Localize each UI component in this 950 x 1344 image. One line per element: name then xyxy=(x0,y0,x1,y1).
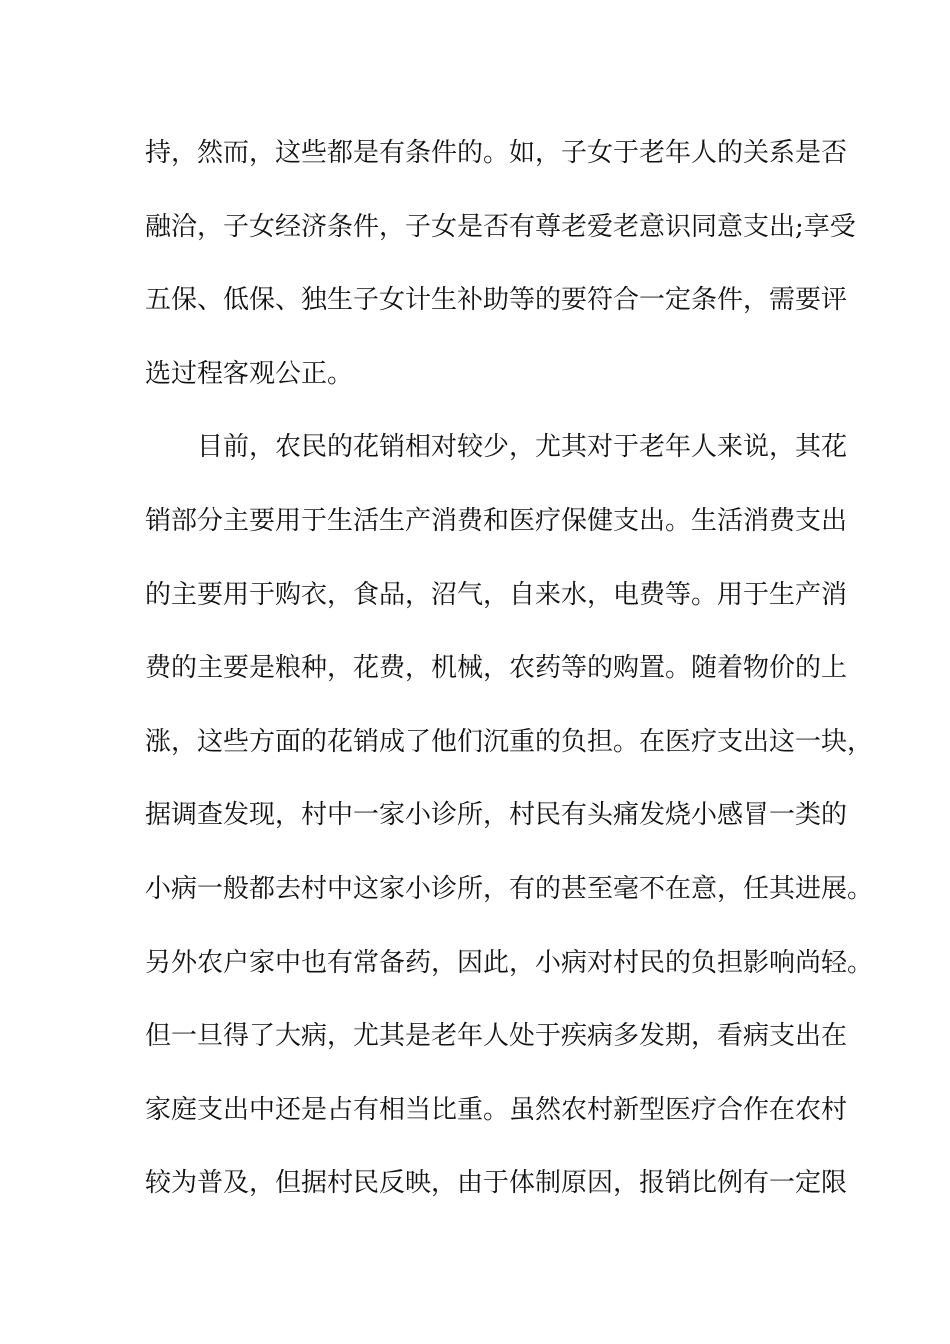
text-line: 持，然而，这些都是有条件的。如，子女于老年人的关系是否 xyxy=(145,138,848,168)
body-text xyxy=(145,126,874,1230)
text-line: 费的主要是粮种，花费，机械，农药等的购置。随着物价的上 xyxy=(145,653,848,684)
text-line: 五保、低保、独生子女计生补助等的要符合一定条件，需要评 xyxy=(145,285,848,316)
text-line: 销部分主要用于生活生产消费和医疗保健支出。生活消费支出 xyxy=(145,505,848,536)
paragraph-2 xyxy=(145,420,874,1230)
text-line: 据调查发现，村中一家小诊所，村民有头痛发烧小感冒一类的 xyxy=(145,800,848,831)
paragraph-1 xyxy=(145,126,856,420)
text-line: 融洽，子女经济条件，子女是否有尊老爱老意识同意支出;享受 xyxy=(145,211,856,242)
text-line: 较为普及，但据村民反映，由于体制原因，报销比例有一定限 xyxy=(145,1168,848,1199)
text-line: 另外农户家中也有常备药，因此，小病对村民的负担影响尚轻。 xyxy=(145,947,874,978)
text-line: 家庭支出中还是占有相当比重。虽然农村新型医疗合作在农村 xyxy=(145,1094,848,1125)
text-line: 选过程客观公正。 xyxy=(145,358,354,389)
text-line: 涨，这些方面的花销成了他们沉重的负担。在医疗支出这一块， xyxy=(145,726,874,757)
text-line: 但一旦得了大病，尤其是老年人处于疾病多发期，看病支出在 xyxy=(145,1021,848,1052)
text-line: 的主要用于购衣，食品，沼气，自来水，电费等。用于生产消 xyxy=(145,579,848,610)
text-line: 小病一般都去村中这家小诊所，有的甚至毫不在意，任其进展。 xyxy=(145,873,874,904)
text-line: 目前，农民的花销相对较少，尤其对于老年人来说，其花 xyxy=(197,432,848,463)
